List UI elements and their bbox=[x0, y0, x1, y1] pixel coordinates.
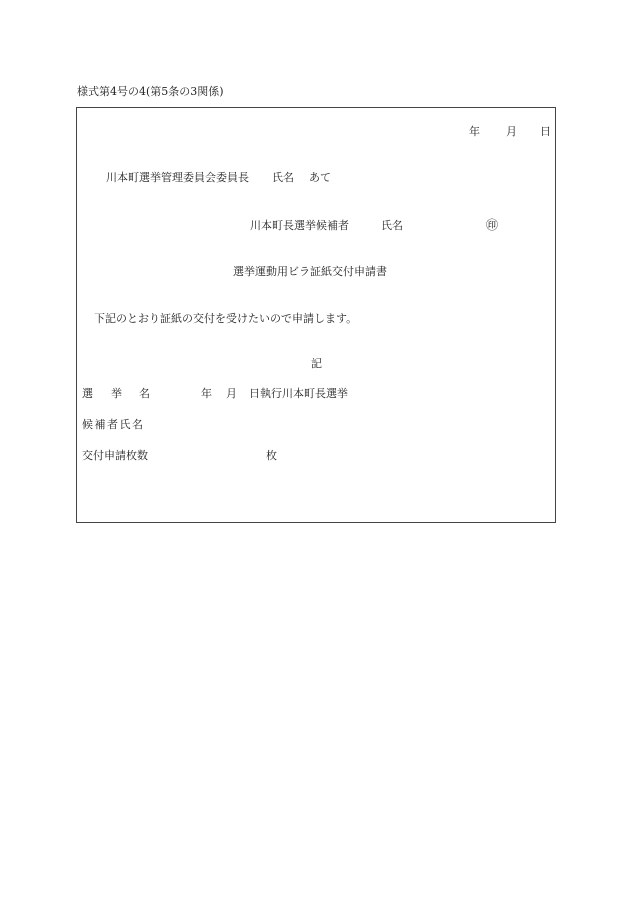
ki-heading: 記 bbox=[311, 357, 322, 370]
applicant-name-label: 氏名 bbox=[381, 219, 403, 232]
applicant-title: 川本町長選挙候補者 bbox=[250, 219, 349, 232]
election-value: 日執行川本町長選挙 bbox=[249, 387, 348, 400]
seal-icon: ㊞ bbox=[486, 218, 499, 232]
application-count-label: 交付申請枚数 bbox=[82, 449, 148, 462]
date-year-label: 年 bbox=[469, 125, 480, 138]
election-name-label-char-3: 名 bbox=[139, 387, 150, 400]
body-text: 下記のとおり証紙の交付を受けたいので申請します。 bbox=[94, 312, 358, 325]
election-name-label-char-1: 選 bbox=[82, 387, 93, 400]
date-day-label: 日 bbox=[540, 125, 551, 138]
election-name-label-char-2: 挙 bbox=[111, 387, 122, 400]
form-number: 様式第4号の4(第5条の3関係) bbox=[77, 85, 224, 98]
election-month-label: 月 bbox=[226, 387, 237, 400]
addressee-name-label: 氏名 bbox=[272, 171, 294, 184]
candidate-name-label: 候補者氏名 bbox=[82, 418, 145, 431]
application-count-unit: 枚 bbox=[266, 449, 277, 462]
addressee-title: 川本町選挙管理委員会委員長 bbox=[106, 171, 249, 184]
addressee-suffix: あて bbox=[309, 171, 331, 184]
election-year-label: 年 bbox=[201, 387, 212, 400]
date-month-label: 月 bbox=[506, 125, 517, 138]
document-title: 選挙運動用ビラ証紙交付申請書 bbox=[233, 265, 387, 278]
